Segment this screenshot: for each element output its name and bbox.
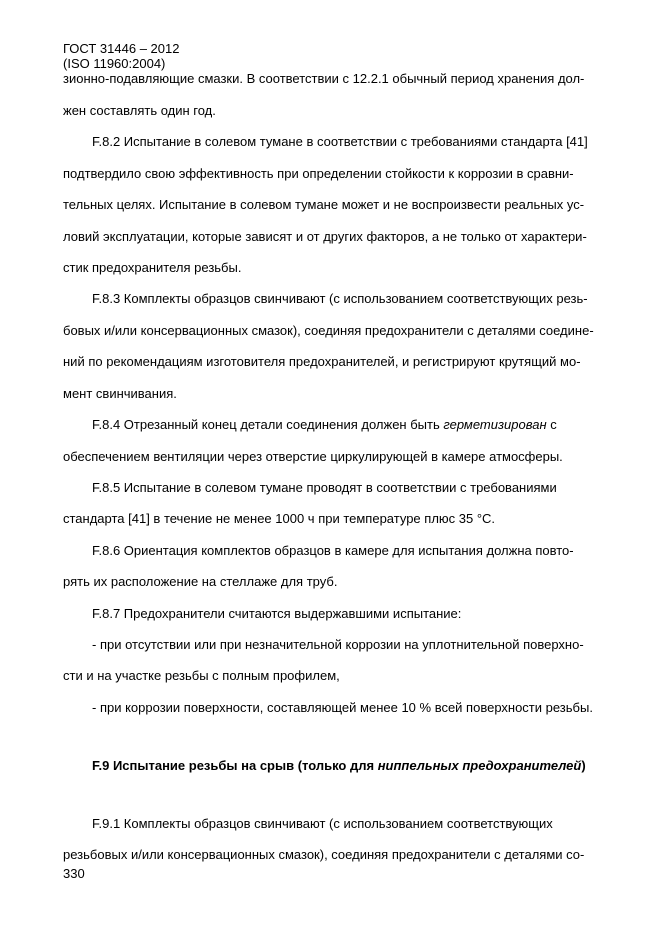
- text-line: ловий эксплуатации, которые зависят и от других факторов, а не только от характери-: [63, 229, 587, 244]
- section-heading-f-9: [92, 758, 586, 773]
- text-line: ний по рекомендациям изготовителя предохранителей, и регистрируют крутящий мо-: [63, 354, 581, 369]
- heading-text: F.9 Испытание резьбы на срыв (только для: [92, 758, 378, 773]
- heading-emphasis: ниппельных предохранителей: [377, 758, 582, 773]
- clause-f-8-4: [92, 417, 557, 432]
- text-line: бовых и/или консервационных смазок), соединяя предохранители с деталями соедине-: [63, 323, 594, 338]
- list-item: - при коррозии поверхности, составляющей менее 10 % всей поверхности резьбы.: [92, 700, 593, 715]
- text-line: жен составлять один год.: [63, 103, 216, 118]
- text-line: зионно-подавляющие смазки. В соответствии с 12.2.1 обычный период хранения дол-: [63, 71, 585, 86]
- page-number: 330: [63, 866, 85, 881]
- text-line: сти и на участке резьбы с полным профилем,: [63, 668, 340, 683]
- text-line: стандарта [41] в течение не менее 1000 ч при температуре плюс 35 °С.: [63, 511, 496, 526]
- emphasis-text: герметизирован: [443, 417, 547, 432]
- text-line: стик предохранителя резьбы.: [63, 260, 242, 275]
- text-line: тельных целях. Испытание в солевом тумане может и не воспроизвести реальных ус-: [63, 197, 585, 212]
- list-item: - при отсутствии или при незначительной коррозии на уплотнительной поверхно-: [92, 637, 584, 652]
- clause-f-8-2: F.8.2 Испытание в солевом тумане в соответствии с требованиями стандарта [41]: [92, 134, 588, 149]
- text-segment: F.8.4 Отрезанный конец детали соединения должен быть: [92, 417, 444, 432]
- text-line: мент свинчивания.: [63, 386, 177, 401]
- text-segment: с: [546, 417, 557, 432]
- text-line: резьбовых и/или консервационных смазок), соединяя предохранители с деталями со-: [63, 847, 585, 862]
- clause-f-8-6: F.8.6 Ориентация комплектов образцов в камере для испытания должна повто-: [92, 543, 574, 558]
- text-line: обеспечением вентиляции через отверстие циркулирующей в камере атмосферы.: [63, 449, 563, 464]
- clause-f-8-7: F.8.7 Предохранители считаются выдержавшими испытание:: [92, 606, 462, 621]
- clause-f-8-3: F.8.3 Комплекты образцов свинчивают (с использованием соответствующих резь-: [92, 291, 588, 306]
- standard-designation: ГОСТ 31446 – 2012: [63, 41, 180, 56]
- clause-f-9-1: F.9.1 Комплекты образцов свинчивают (с использованием соответствующих: [92, 816, 553, 831]
- text-line: рять их расположение на стеллаже для труб.: [63, 574, 338, 589]
- clause-f-8-5: F.8.5 Испытание в солевом тумане проводят в соответствии с требованиями: [92, 480, 557, 495]
- text-line: подтвердило свою эффективность при определении стойкости к коррозии в сравни-: [63, 166, 574, 181]
- iso-reference: (ISO 11960:2004): [63, 56, 166, 71]
- heading-text: ): [581, 758, 586, 773]
